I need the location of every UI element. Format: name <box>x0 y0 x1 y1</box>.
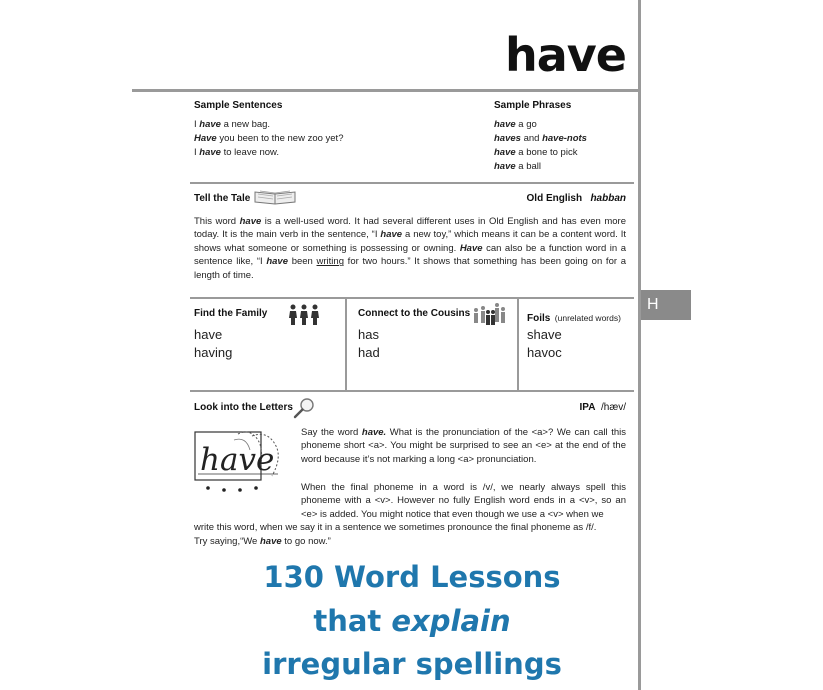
letters-run: have <box>260 536 282 547</box>
tale-run: been <box>288 256 317 268</box>
sample-sentence <box>194 118 343 132</box>
sample-phrase <box>494 132 587 146</box>
sample-phrase-run: have <box>494 119 516 130</box>
cousin-word: had <box>358 345 380 360</box>
sample-sentence-run: Have <box>194 133 217 144</box>
letters-paragraph-2: When the final phoneme in a word is /v/, we nearly always spell this phoneme with a <v>. However no fully English word ends in a <v>, so an <e> is added. You might notice that even though we use a <v> when we <box>301 482 626 520</box>
sample-phrases-heading: Sample Phrases <box>494 100 572 111</box>
title-rule <box>132 89 639 92</box>
tale-run: have <box>239 216 262 227</box>
promo-line-2 <box>132 604 692 638</box>
foil-word: shave <box>527 327 562 342</box>
sample-phrase-run: have <box>494 147 516 158</box>
sample-sentences-list <box>194 118 343 160</box>
promo-line-3: irregular spellings <box>262 647 562 681</box>
sample-sentence-run: I <box>194 119 200 130</box>
sample-phrase-run: a bone to pick <box>515 147 578 158</box>
sample-sentence-run: a new bag. <box>220 119 271 130</box>
sample-sentence-run: have <box>199 147 221 158</box>
promo-line-2-pre: that <box>313 604 392 638</box>
foils-title: Foils <box>527 313 551 324</box>
handwriting-image <box>194 430 294 498</box>
cousins-icon <box>472 302 506 328</box>
letters-paragraph-2-last <box>194 535 626 548</box>
ipa <box>520 402 626 413</box>
promo-line-2-em: explain <box>391 604 511 638</box>
sample-phrase <box>494 160 587 174</box>
family-word: having <box>194 345 233 360</box>
sample-sentences-heading: Sample Sentences <box>194 100 283 111</box>
foil-word: havoc <box>527 345 562 360</box>
sample-phrases-list <box>494 118 587 174</box>
tale-run: is a well-used word. It had several different uses in Old English and has even more today. It is the main verb in the sentence, “I <box>194 216 626 241</box>
letter-tab: H <box>641 290 691 320</box>
sample-phrase-run: have-nots <box>542 133 587 144</box>
tale-run: This word <box>194 216 240 227</box>
letters-run: to go now.” <box>281 536 331 547</box>
letters-run: What is the pronunciation of the <a>? We can call this phoneme short <a>. You might be surprised to see an <e> at the end of the word because it’s not marking a long <a> pronunciation. <box>301 427 626 465</box>
handwriting-text: have <box>200 442 275 478</box>
sample-phrase-run: and <box>520 133 543 144</box>
ipa-value: /hæv/ <box>600 402 626 413</box>
letters-run: Say the word <box>301 427 362 438</box>
sample-sentence-run: to leave now. <box>220 147 280 158</box>
origin-word: habban <box>590 193 626 204</box>
sample-sentence-run: have <box>199 119 221 130</box>
promo-line-1: 130 Word Lessons <box>263 560 561 594</box>
sample-phrase-run: haves <box>494 133 521 144</box>
family-list <box>194 326 232 362</box>
sample-phrase-run: a ball <box>515 161 542 172</box>
tale-run: writing <box>316 256 344 268</box>
cousin-word: has <box>358 327 379 342</box>
tell-the-tale-paragraph <box>194 215 626 282</box>
letters-paragraph-1 <box>301 426 626 466</box>
foils-list <box>527 326 562 362</box>
sample-sentence-run: you been to the new zoo yet? <box>216 133 344 144</box>
sample-sentence <box>194 146 343 160</box>
divider <box>190 182 634 184</box>
family-icon <box>288 304 320 326</box>
sample-sentence <box>194 132 343 146</box>
letters-run: Try saying,“We <box>194 536 260 547</box>
origin <box>470 193 626 204</box>
sample-sentence-run: I <box>194 147 200 158</box>
letters-heading: Look into the Letters <box>194 402 293 413</box>
letters-paragraph-2-cont: write this word, when we say it in a sentence we sometimes pronounce the final phoneme as /f/. <box>194 522 597 533</box>
sample-phrase-run: have <box>494 161 516 172</box>
tale-run: for two hours.” It shows that something has been going on for a length of time. <box>194 256 626 281</box>
tale-run: a new toy,” which means it can be a content word. It shows what someone or something is possessing or owning. <box>194 229 626 254</box>
column-divider <box>517 298 519 390</box>
cousins-heading: Connect to the Cousins <box>358 308 471 319</box>
tell-the-tale-heading: Tell the Tale <box>194 193 251 204</box>
book-icon <box>252 188 298 206</box>
tale-run: can also be a function word in a sentence like, “I <box>194 242 626 268</box>
divider <box>190 297 634 299</box>
sample-phrase <box>494 146 587 160</box>
origin-label: Old English <box>526 193 583 204</box>
cousins-list <box>358 326 380 362</box>
sample-phrase-run: a go <box>515 119 537 130</box>
family-word: have <box>194 327 223 342</box>
foils-heading <box>527 308 621 326</box>
divider <box>190 390 634 392</box>
tale-run: have <box>266 256 288 268</box>
tale-run: have <box>380 229 403 241</box>
page-title: have <box>505 28 626 82</box>
letters-run: have. <box>361 427 387 438</box>
tale-run: Have <box>459 242 483 254</box>
column-divider <box>345 298 347 390</box>
foils-subtitle: (unrelated words) <box>554 313 621 323</box>
ipa-label: IPA <box>579 402 596 413</box>
find-family-heading: Find the Family <box>194 308 268 319</box>
sample-phrase <box>494 118 587 132</box>
magnifier-icon <box>292 397 316 419</box>
